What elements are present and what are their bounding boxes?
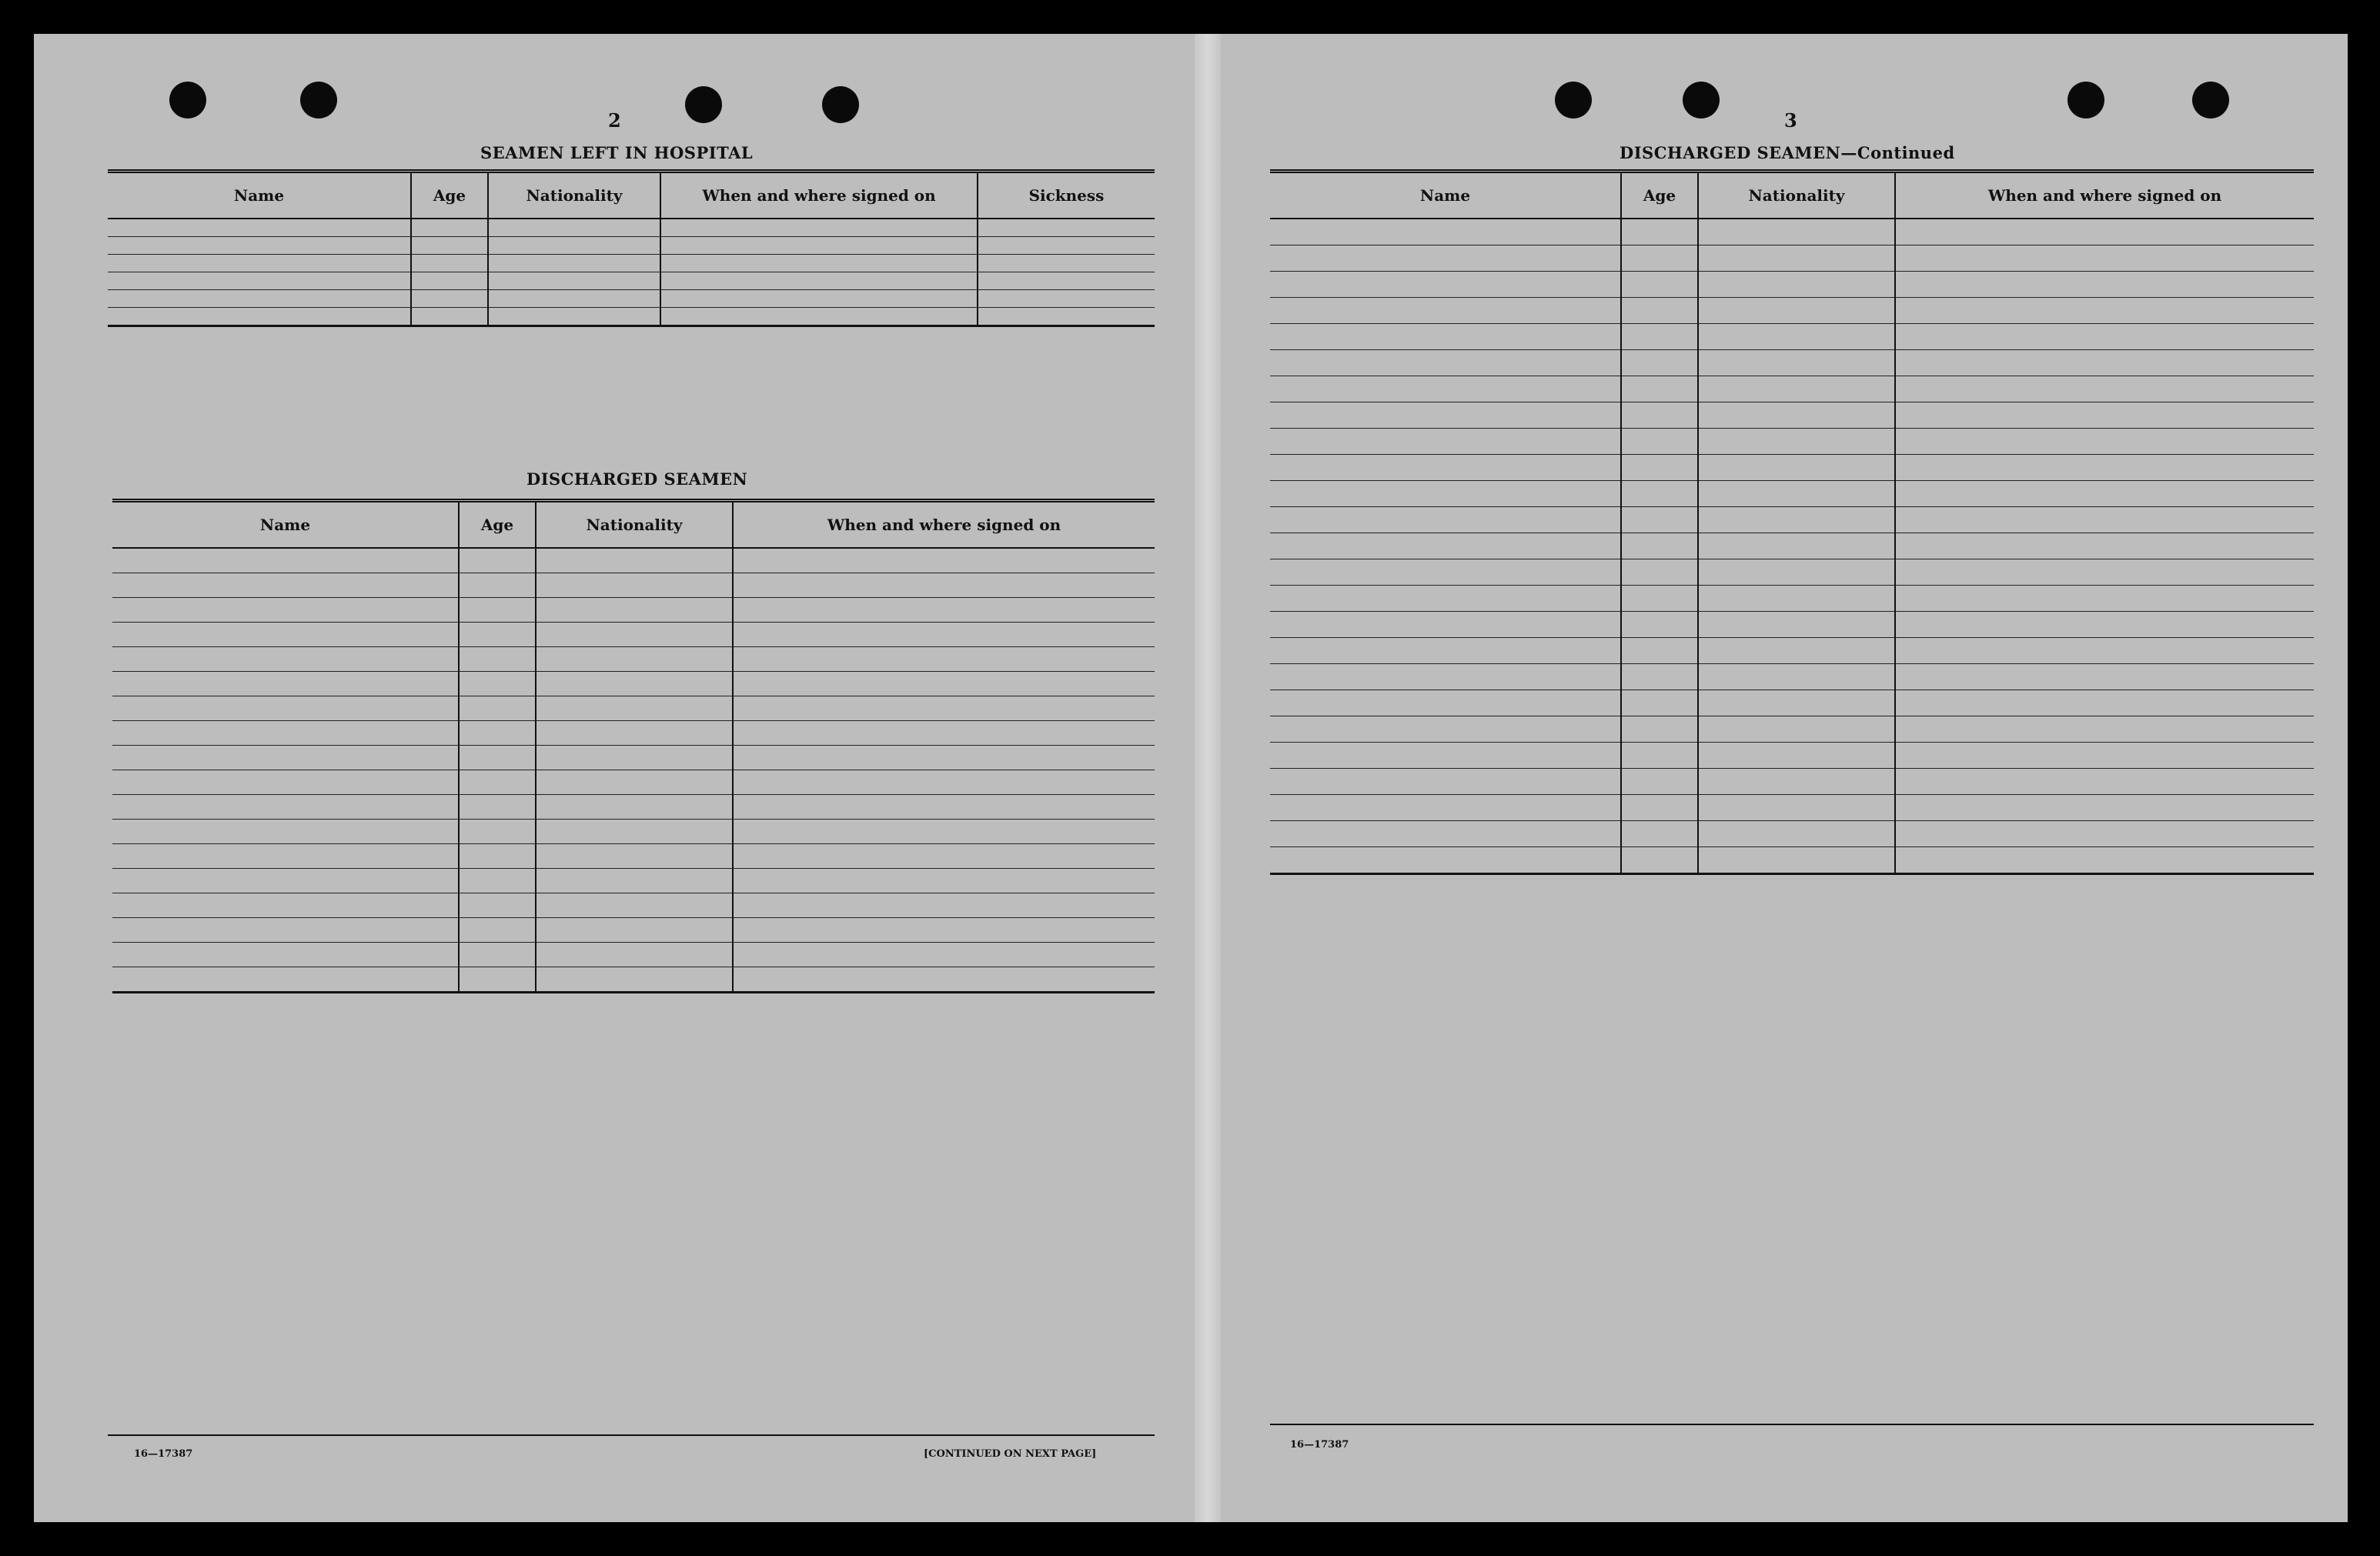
column-header: Age xyxy=(411,172,488,219)
blank-cell xyxy=(978,272,1155,290)
blank-cell xyxy=(488,272,660,290)
blank-cell xyxy=(1270,559,1621,586)
table-row xyxy=(112,746,1155,770)
discharged-table xyxy=(112,499,1155,993)
blank-cell xyxy=(1698,612,1895,638)
blank-cell xyxy=(112,795,459,820)
blank-cell xyxy=(1621,350,1698,376)
blank-cell xyxy=(978,219,1155,237)
table-row xyxy=(1270,245,2314,272)
form-number-right: 16—17387 xyxy=(1290,1439,1349,1451)
blank-cell xyxy=(1895,324,2314,350)
blank-cell xyxy=(1270,690,1621,716)
table-row xyxy=(1270,298,2314,324)
table-row xyxy=(1270,847,2314,874)
table-row xyxy=(1270,350,2314,376)
blank-cell xyxy=(1621,743,1698,769)
blank-cell xyxy=(536,721,733,746)
discharged-continued-title: DISCHARGED SEAMEN—Continued xyxy=(1620,143,1955,162)
blank-cell xyxy=(411,255,488,272)
blank-cell xyxy=(1895,821,2314,847)
blank-cell xyxy=(733,672,1155,696)
blank-cell xyxy=(536,696,733,721)
table-row xyxy=(1270,664,2314,690)
blank-cell xyxy=(112,770,459,795)
blank-cell xyxy=(1621,245,1698,272)
blank-cell xyxy=(733,820,1155,844)
blank-cell xyxy=(1895,586,2314,612)
blank-cell xyxy=(1698,245,1895,272)
blank-cell xyxy=(536,795,733,820)
table-row xyxy=(112,844,1155,869)
blank-cell xyxy=(1270,219,1621,245)
blank-cell xyxy=(733,918,1155,943)
blank-cell xyxy=(1895,743,2314,769)
blank-cell xyxy=(1621,664,1698,690)
column-header: Name xyxy=(1270,172,1621,219)
blank-cell xyxy=(1698,664,1895,690)
blank-cell xyxy=(1895,245,2314,272)
blank-cell xyxy=(978,308,1155,326)
blank-cell xyxy=(733,746,1155,770)
hospital-table xyxy=(108,169,1155,327)
table-row xyxy=(1270,559,2314,586)
blank-cell xyxy=(978,290,1155,308)
table-row xyxy=(1270,769,2314,795)
table-row xyxy=(1270,821,2314,847)
blank-cell xyxy=(536,844,733,869)
blank-cell xyxy=(459,967,536,993)
blank-cell xyxy=(459,844,536,869)
blank-cell xyxy=(1895,402,2314,429)
blank-cell xyxy=(1895,507,2314,533)
blank-cell xyxy=(733,647,1155,672)
blank-cell xyxy=(1621,586,1698,612)
blank-cell xyxy=(1621,847,1698,874)
blank-cell xyxy=(1621,690,1698,716)
table-row xyxy=(112,647,1155,672)
blank-cell xyxy=(733,770,1155,795)
blank-cell xyxy=(1698,716,1895,743)
blank-cell xyxy=(1621,533,1698,559)
blank-cell xyxy=(112,548,459,573)
blank-cell xyxy=(1698,559,1895,586)
blank-cell xyxy=(1270,402,1621,429)
table-row xyxy=(112,573,1155,598)
blank-cell xyxy=(536,893,733,918)
blank-cell xyxy=(1698,455,1895,481)
blank-cell xyxy=(1621,429,1698,455)
blank-cell xyxy=(733,598,1155,623)
blank-cell xyxy=(1270,533,1621,559)
table-row xyxy=(108,272,1155,290)
blank-cell xyxy=(459,820,536,844)
blank-cell xyxy=(1621,507,1698,533)
table-row xyxy=(108,308,1155,326)
blank-cell xyxy=(459,672,536,696)
blank-cell xyxy=(1895,533,2314,559)
column-header: Age xyxy=(1621,172,1698,219)
blank-cell xyxy=(660,308,978,326)
blank-cell xyxy=(536,548,733,573)
blank-cell xyxy=(459,918,536,943)
blank-cell xyxy=(112,647,459,672)
table-row xyxy=(108,255,1155,272)
blank-cell xyxy=(1895,769,2314,795)
discharged-section-title: DISCHARGED SEAMEN xyxy=(526,469,748,489)
blank-cell xyxy=(1621,402,1698,429)
blank-cell xyxy=(1698,272,1895,298)
blank-cell xyxy=(1895,638,2314,664)
blank-cell xyxy=(1895,559,2314,586)
blank-cell xyxy=(660,237,978,255)
blank-cell xyxy=(1621,272,1698,298)
blank-cell xyxy=(1621,638,1698,664)
blank-cell xyxy=(1270,376,1621,402)
blank-cell xyxy=(1270,638,1621,664)
blank-cell xyxy=(488,237,660,255)
blank-cell xyxy=(1621,481,1698,507)
punch-hole xyxy=(169,82,206,119)
table-row xyxy=(112,623,1155,647)
blank-cell xyxy=(411,237,488,255)
punch-hole xyxy=(1555,82,1592,119)
blank-cell xyxy=(488,219,660,237)
table-row xyxy=(1270,795,2314,821)
form-number-left: 16—17387 xyxy=(134,1448,193,1460)
blank-cell xyxy=(459,623,536,647)
blank-cell xyxy=(733,943,1155,967)
page-fold xyxy=(1195,34,1221,1522)
table-row xyxy=(1270,690,2314,716)
table-row xyxy=(1270,743,2314,769)
blank-cell xyxy=(1270,245,1621,272)
blank-cell xyxy=(1270,272,1621,298)
blank-cell xyxy=(978,255,1155,272)
blank-cell xyxy=(1621,298,1698,324)
blank-cell xyxy=(536,573,733,598)
table-row xyxy=(1270,272,2314,298)
blank-cell xyxy=(536,623,733,647)
blank-cell xyxy=(1270,481,1621,507)
page-number-right: 3 xyxy=(1784,109,1797,132)
table-row xyxy=(112,721,1155,746)
blank-cell xyxy=(1698,743,1895,769)
table-row xyxy=(1270,376,2314,402)
blank-cell xyxy=(1270,350,1621,376)
blank-cell xyxy=(1698,429,1895,455)
table-row xyxy=(1270,586,2314,612)
table-row xyxy=(112,943,1155,967)
blank-cell xyxy=(1270,847,1621,874)
blank-cell xyxy=(1895,612,2314,638)
discharged-body xyxy=(112,548,1155,993)
blank-cell xyxy=(1270,298,1621,324)
blank-cell xyxy=(112,573,459,598)
blank-cell xyxy=(459,696,536,721)
blank-cell xyxy=(536,820,733,844)
table-row xyxy=(1270,402,2314,429)
blank-cell xyxy=(733,795,1155,820)
blank-cell xyxy=(978,237,1155,255)
blank-cell xyxy=(1895,690,2314,716)
blank-cell xyxy=(112,943,459,967)
blank-cell xyxy=(733,869,1155,893)
column-header: Nationality xyxy=(1698,172,1895,219)
blank-cell xyxy=(1895,795,2314,821)
punch-hole xyxy=(822,86,859,123)
blank-cell xyxy=(1621,455,1698,481)
table-row xyxy=(112,967,1155,993)
blank-cell xyxy=(1270,743,1621,769)
table-row xyxy=(1270,533,2314,559)
blank-cell xyxy=(1698,847,1895,874)
hospital-body xyxy=(108,219,1155,326)
blank-cell xyxy=(112,721,459,746)
table-row xyxy=(112,820,1155,844)
bottom-rule-right xyxy=(1270,1424,2314,1425)
column-header: Nationality xyxy=(536,501,733,549)
blank-cell xyxy=(1698,298,1895,324)
blank-cell xyxy=(1698,638,1895,664)
table-row xyxy=(1270,455,2314,481)
blank-cell xyxy=(1621,376,1698,402)
blank-cell xyxy=(459,869,536,893)
continued-body xyxy=(1270,219,2314,874)
table-row xyxy=(112,672,1155,696)
blank-cell xyxy=(536,770,733,795)
blank-cell xyxy=(1895,376,2314,402)
blank-cell xyxy=(112,746,459,770)
blank-cell xyxy=(459,573,536,598)
blank-cell xyxy=(1621,769,1698,795)
table-row xyxy=(112,598,1155,623)
table-row xyxy=(1270,324,2314,350)
blank-cell xyxy=(1895,272,2314,298)
discharged-header-row xyxy=(112,501,1155,549)
blank-cell xyxy=(733,548,1155,573)
blank-cell xyxy=(112,893,459,918)
blank-cell xyxy=(112,623,459,647)
hospital-section-title: SEAMEN LEFT IN HOSPITAL xyxy=(480,143,754,162)
blank-cell xyxy=(536,746,733,770)
blank-cell xyxy=(1698,769,1895,795)
blank-cell xyxy=(112,672,459,696)
blank-cell xyxy=(1895,455,2314,481)
blank-cell xyxy=(1270,769,1621,795)
blank-cell xyxy=(1895,350,2314,376)
blank-cell xyxy=(488,308,660,326)
table-row xyxy=(112,795,1155,820)
punch-hole xyxy=(1683,82,1720,119)
blank-cell xyxy=(112,820,459,844)
blank-cell xyxy=(733,844,1155,869)
blank-cell xyxy=(536,918,733,943)
blank-cell xyxy=(1621,219,1698,245)
blank-cell xyxy=(1895,481,2314,507)
document-sheet xyxy=(34,34,2348,1522)
table-row xyxy=(1270,219,2314,245)
blank-cell xyxy=(536,869,733,893)
page-number-left: 2 xyxy=(608,109,621,132)
table-row xyxy=(112,696,1155,721)
blank-cell xyxy=(459,598,536,623)
blank-cell xyxy=(1621,612,1698,638)
blank-cell xyxy=(1698,821,1895,847)
blank-cell xyxy=(1621,795,1698,821)
blank-cell xyxy=(1698,533,1895,559)
blank-cell xyxy=(108,308,411,326)
blank-cell xyxy=(536,672,733,696)
punch-hole xyxy=(685,86,722,123)
punch-hole xyxy=(2067,82,2104,119)
punch-hole xyxy=(300,82,337,119)
blank-cell xyxy=(1621,821,1698,847)
blank-cell xyxy=(536,943,733,967)
column-header: Sickness xyxy=(978,172,1155,219)
blank-cell xyxy=(1270,586,1621,612)
blank-cell xyxy=(459,795,536,820)
table-row xyxy=(1270,507,2314,533)
blank-cell xyxy=(411,308,488,326)
blank-cell xyxy=(1698,690,1895,716)
blank-cell xyxy=(108,237,411,255)
blank-cell xyxy=(1895,298,2314,324)
blank-cell xyxy=(1698,219,1895,245)
blank-cell xyxy=(112,918,459,943)
blank-cell xyxy=(488,255,660,272)
blank-cell xyxy=(459,721,536,746)
table-row xyxy=(108,237,1155,255)
blank-cell xyxy=(1270,612,1621,638)
blank-cell xyxy=(459,647,536,672)
punch-hole xyxy=(2192,82,2229,119)
table-row xyxy=(112,548,1155,573)
column-header: Nationality xyxy=(488,172,660,219)
blank-cell xyxy=(108,219,411,237)
blank-cell xyxy=(1698,324,1895,350)
blank-cell xyxy=(536,647,733,672)
blank-cell xyxy=(108,290,411,308)
blank-cell xyxy=(112,696,459,721)
table-row xyxy=(112,770,1155,795)
blank-cell xyxy=(1621,559,1698,586)
blank-cell xyxy=(1895,716,2314,743)
blank-cell xyxy=(411,219,488,237)
blank-cell xyxy=(459,746,536,770)
blank-cell xyxy=(733,967,1155,993)
blank-cell xyxy=(733,573,1155,598)
column-header: When and where signed on xyxy=(660,172,978,219)
blank-cell xyxy=(1698,507,1895,533)
blank-cell xyxy=(1621,324,1698,350)
hospital-header-row xyxy=(108,172,1155,219)
blank-cell xyxy=(1270,324,1621,350)
column-header: Name xyxy=(108,172,411,219)
continued-note: [CONTINUED ON NEXT PAGE] xyxy=(924,1448,1097,1460)
blank-cell xyxy=(108,272,411,290)
column-header: When and where signed on xyxy=(733,501,1155,549)
column-header: Name xyxy=(112,501,459,549)
blank-cell xyxy=(1895,664,2314,690)
table-row xyxy=(112,893,1155,918)
blank-cell xyxy=(112,967,459,993)
blank-cell xyxy=(1270,429,1621,455)
blank-cell xyxy=(1698,376,1895,402)
blank-cell xyxy=(1895,847,2314,874)
blank-cell xyxy=(459,548,536,573)
blank-cell xyxy=(1621,716,1698,743)
blank-cell xyxy=(1270,507,1621,533)
blank-cell xyxy=(1270,664,1621,690)
blank-cell xyxy=(733,623,1155,647)
blank-cell xyxy=(459,770,536,795)
blank-cell xyxy=(488,290,660,308)
blank-cell xyxy=(1270,821,1621,847)
blank-cell xyxy=(1895,219,2314,245)
blank-cell xyxy=(1698,586,1895,612)
blank-cell xyxy=(660,272,978,290)
blank-cell xyxy=(733,721,1155,746)
table-row xyxy=(108,290,1155,308)
blank-cell xyxy=(411,272,488,290)
blank-cell xyxy=(459,893,536,918)
blank-cell xyxy=(1698,350,1895,376)
blank-cell xyxy=(1895,429,2314,455)
blank-cell xyxy=(411,290,488,308)
continued-header-row xyxy=(1270,172,2314,219)
blank-cell xyxy=(459,943,536,967)
bottom-rule-left xyxy=(108,1434,1155,1436)
table-row xyxy=(108,219,1155,237)
blank-cell xyxy=(733,696,1155,721)
blank-cell xyxy=(1698,481,1895,507)
column-header: When and where signed on xyxy=(1895,172,2314,219)
blank-cell xyxy=(1698,795,1895,821)
blank-cell xyxy=(1270,795,1621,821)
blank-cell xyxy=(660,290,978,308)
blank-cell xyxy=(112,844,459,869)
table-row xyxy=(1270,612,2314,638)
blank-cell xyxy=(660,255,978,272)
blank-cell xyxy=(112,598,459,623)
column-header: Age xyxy=(459,501,536,549)
blank-cell xyxy=(536,598,733,623)
blank-cell xyxy=(108,255,411,272)
table-row xyxy=(1270,638,2314,664)
blank-cell xyxy=(660,219,978,237)
discharged-continued-table xyxy=(1270,169,2314,875)
table-row xyxy=(112,869,1155,893)
blank-cell xyxy=(112,869,459,893)
blank-cell xyxy=(1270,455,1621,481)
blank-cell xyxy=(1270,716,1621,743)
table-row xyxy=(1270,429,2314,455)
table-row xyxy=(112,918,1155,943)
blank-cell xyxy=(1698,402,1895,429)
table-row xyxy=(1270,481,2314,507)
table-row xyxy=(1270,716,2314,743)
blank-cell xyxy=(536,967,733,993)
blank-cell xyxy=(733,893,1155,918)
